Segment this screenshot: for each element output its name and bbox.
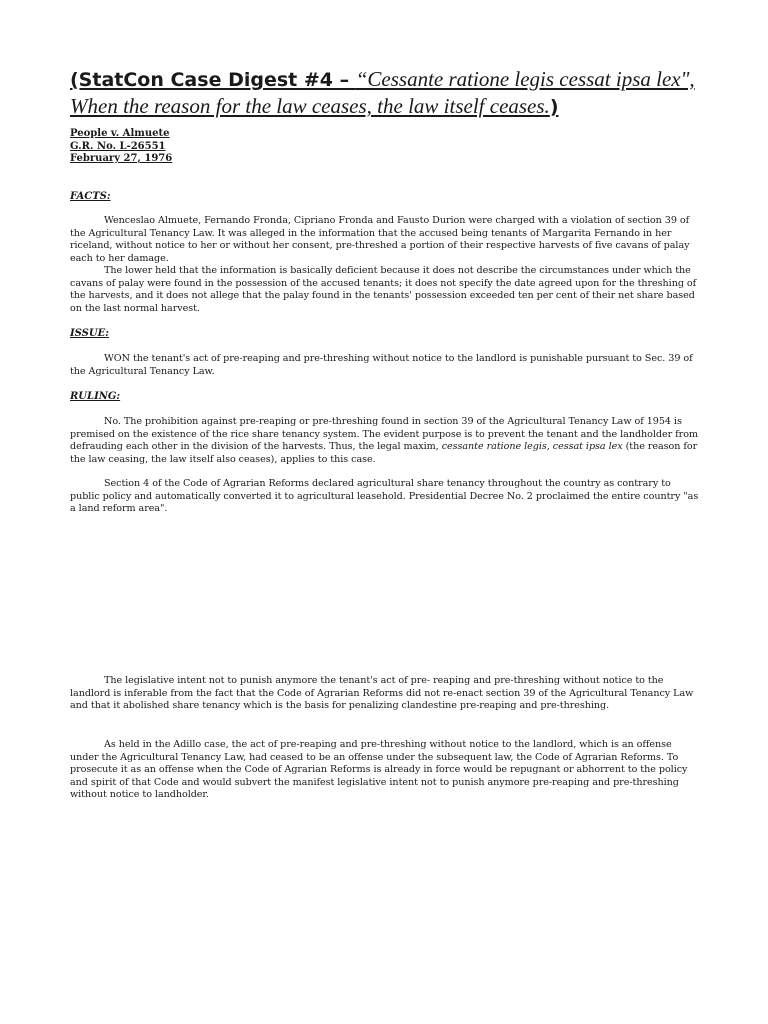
case-gr-number: G.R. No. L-26551 <box>70 140 166 152</box>
ruling-p1-maxim: cessante ratione legis, cessat ipsa lex <box>441 441 623 452</box>
ruling-paragraph-3: The legislative intent not to punish anymore the tenant's act of pre- reaping and pre-threshing without notice to the landlord is inferable from the fact that the Code of Agrarian Reforms did not re-enact section 39 of the Agricultural Tenancy Law and that it abolished share tenancy which is the basis for penalizing clandestine pre-reaping and pre-threshing. <box>70 675 694 711</box>
ruling-paragraph-4: As held in the Adillo case, the act of pre-reaping and pre-threshing without notice to the landlord, which is an offense under the Agricultural Tenancy Law, had ceased to be an offense under the subsequent law, the Code of Agrarian Reforms. To prosecute it as an offense when the Code of Agrarian Reforms is already in force would be repugnant or abhorrent to the policy and spirit of that Code and would subvert the manifest legislative intent not to punish anymore pre-reaping and pre-threshing without notice to landholder. <box>70 739 688 800</box>
case-info <box>70 128 172 166</box>
facts-paragraph-1: Wenceslao Almuete, Fernando Fronda, Cipriano Fronda and Fausto Durion were charged with a violation of section 39 of the Agricultural Tenancy Law. It was alleged in the information that the accused being tenants of Margarita Fernando in her riceland, without notice to her or without her consent, pre-threshed a portion of their respective harvests of five cavans of palay each to her damage. <box>70 215 690 264</box>
facts-paragraph-2: The lower held that the information is basically deficient because it does not describe the circumstances under which the cavans of palay were found in the possession of the accused tenants; it does not specify the date agreed upon for the threshing of the harvests, and it does not allege that the palay found in the tenants' possession exceeded ten per cent of their net share based on the last normal harvest. <box>70 265 697 314</box>
ruling-paragraph-1 <box>70 416 700 466</box>
title-close: ) <box>549 96 559 118</box>
ruling-paragraph-2: Section 4 of the Code of Agrarian Reforms declared agricultural share tenancy throughout the country as contrary to public policy and automatically converted it to agricultural leasehold. Presidential Decree No. 2 proclaimed the entire country "as a land reform area". <box>70 478 699 514</box>
title-maxim: “Cessante ratione legis cessat ipsa lex", When the reason for the law ceases, the law itself ceases. <box>70 67 695 118</box>
facts-heading: FACTS: <box>70 191 111 202</box>
title-lead: (StatCon Case Digest #4 – <box>70 69 356 91</box>
issue-paragraph-1: WON the tenant's act of pre-reaping and pre-threshing without notice to the landlord is punishable pursuant to Sec. 39 of the Agricultural Tenancy Law. <box>70 353 693 377</box>
issue-heading: ISSUE: <box>70 328 109 339</box>
case-date: February 27, 1976 <box>70 153 173 164</box>
ruling-p1-text-a: No. The prohibition against pre-reaping or pre-threshing found in section 39 of the Agricultural Tenancy Law of 1954 is premised on the existence of the rice share tenancy system. The evident purpose is to prevent the tenant and the landholder from defrauding each other in the division of the harvests. Thus, the legal maxim, <box>70 416 698 452</box>
ruling-p1-text-b: (the reason for the law ceasing, the law itself also ceases), applies to this case. <box>70 441 698 465</box>
document-title <box>70 66 710 120</box>
case-name: People v. Almuete <box>70 128 170 139</box>
ruling-heading: RULING: <box>70 391 121 402</box>
